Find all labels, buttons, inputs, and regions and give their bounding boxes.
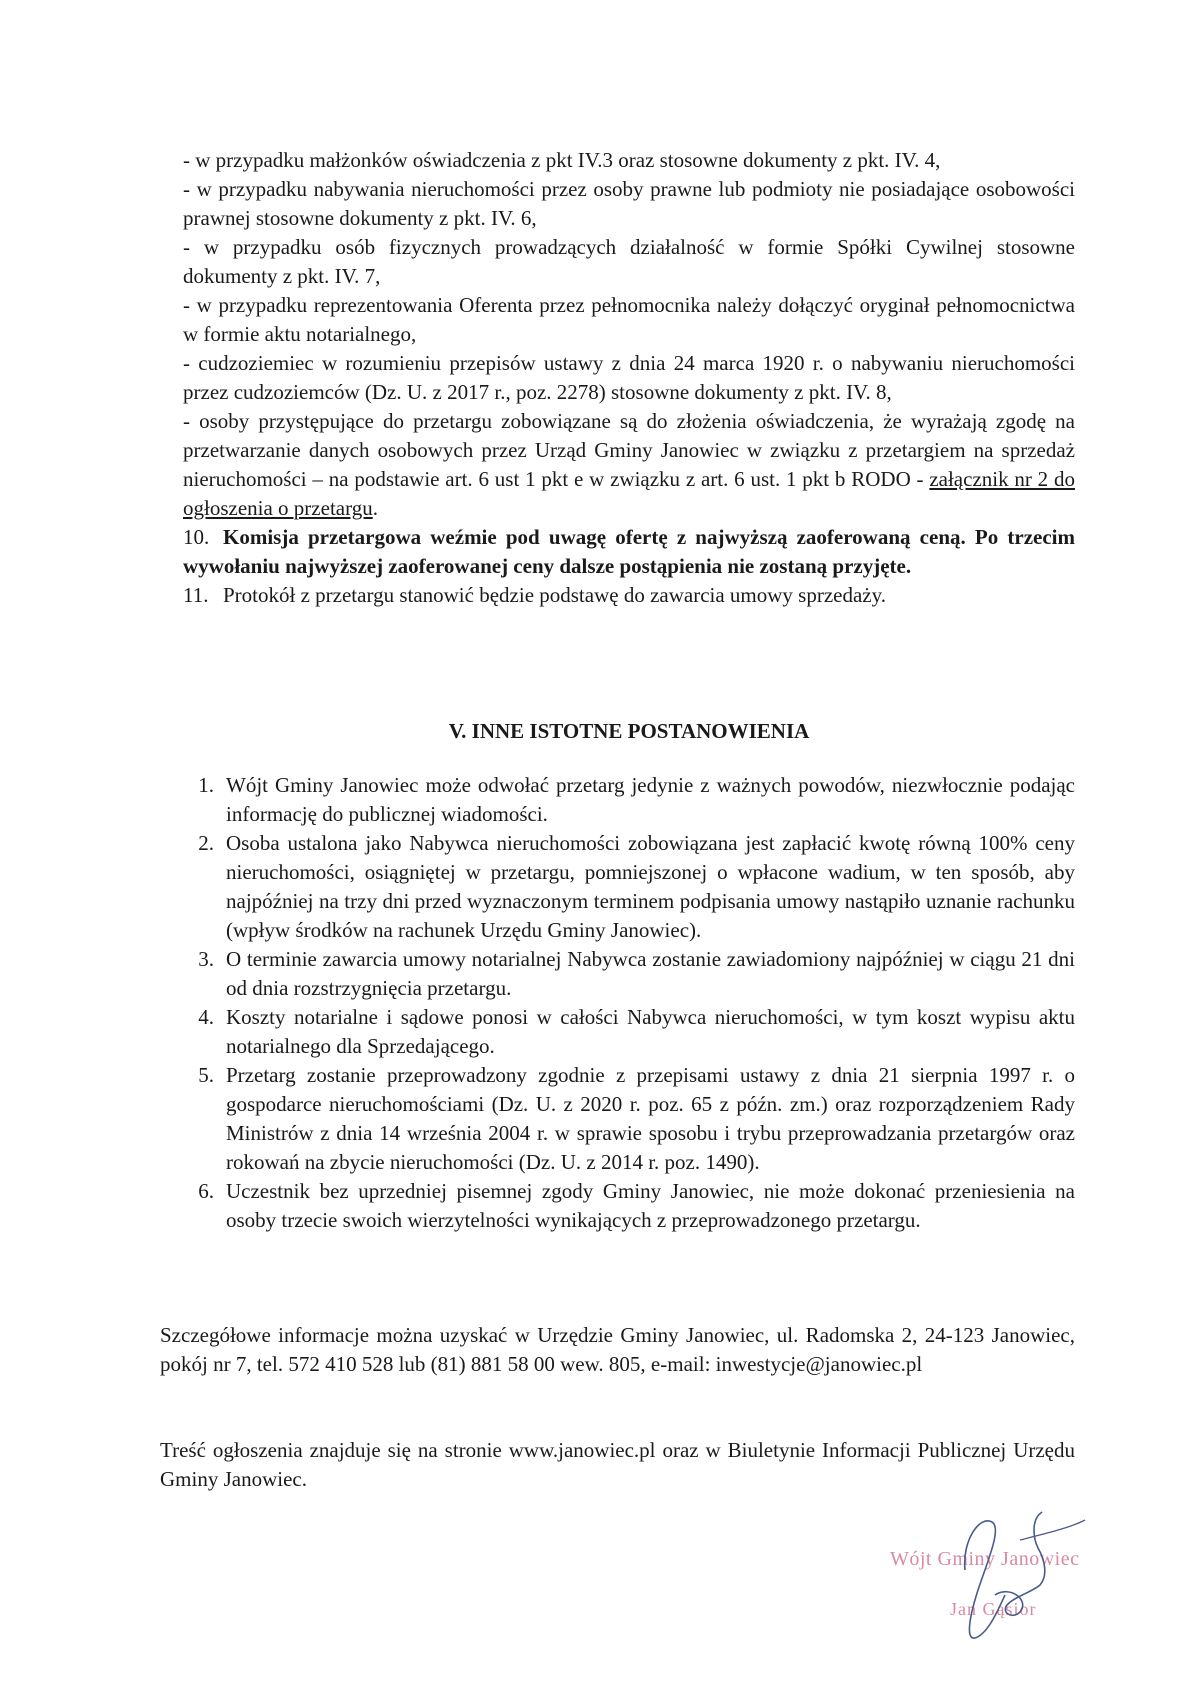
rodo-end: . [372, 496, 378, 520]
contact-text: Szczegółowe informacje można uzyskać w Urzędzie Gminy Janowiec, ul. Radomska 2, 24-123 Janowiec, pokój nr 7, tel. 572 410 528 lub (81) 881 58 00 wew. 805, e-mail: inwestycje@janowiec.pl [160, 1323, 1075, 1376]
paragraph-proxy: - w przypadku reprezentowania Oferenta przez pełnomocnika należy dołączyć oryginał pełnomocnictwa w formie aktu notarialnego, [183, 293, 1075, 346]
list-item-number: 1. [198, 773, 214, 797]
item-10-number: 10. [183, 525, 210, 549]
paragraph-spouses: - w przypadku małżonków oświadczenia z pkt IV.3 oraz stosowne dokumenty z pkt. IV. 4, [183, 148, 941, 172]
list-item-number: 4. [198, 1005, 214, 1029]
paragraph-legal-entities: - w przypadku nabywania nieruchomości przez osoby prawne lub podmioty nie posiadające osobowości prawnej stosowne dokumenty z pkt. IV. 6, [183, 177, 1075, 230]
list-item-number: 6. [198, 1179, 214, 1203]
list-item-text: O terminie zawarcia umowy notarialnej Nabywca zostanie zawiadomiony najpóźniej w ciągu 21 dni od dnia rozstrzygnięcia przetargu. [226, 947, 1075, 1000]
rodo-text: - osoby przystępujące do przetargu zobowiązane są do złożenia oświadczenia, że wyrażają zgodę na przetwarzanie danych osobowych przez Urząd Gminy Janowiec w związku z przetargiem na sprzedaż nieruchomości – na podstawie art. 6 ust 1 pkt e w związku z art. 6 ust. 1 pkt b RODO - [183, 409, 1075, 491]
section-v-heading: V. INNE ISTOTNE POSTANOWIENIA [448, 719, 810, 743]
list-item [183, 945, 1075, 1003]
list-item-number: 3. [198, 947, 214, 971]
publication-text: Treść ogłoszenia znajduje się na stronie www.janowiec.pl oraz w Biuletynie Informacji Publicznej Urzędu Gminy Janowiec. [160, 1438, 1075, 1491]
paragraph-civil-partnership: - w przypadku osób fizycznych prowadzących działalność w formie Spółki Cywilnej stosowne dokumenty z pkt. IV. 7, [183, 235, 1075, 288]
item-11-text: Protokół z przetargu stanowić będzie podstawę do zawarcia umowy sprzedaży. [223, 583, 887, 607]
list-item [183, 1003, 1075, 1061]
section-v-list [183, 771, 1075, 1235]
attachment-reference: załącznik nr 2 do ogłoszenia o przetargu [183, 467, 1075, 520]
list-item-text: Uczestnik bez uprzedniej pisemnej zgody Gminy Janowiec, nie może dokonać przeniesienia na osoby trzecie swoich wierzytelności wynikających z przeprowadzonego przetargu. [226, 1179, 1075, 1232]
list-item [183, 829, 1075, 945]
stamp-line-name: Jan Gąsior [950, 1599, 1037, 1619]
official-stamp-signature [870, 1500, 1120, 1660]
paragraph-foreigner: - cudzoziemiec w rozumieniu przepisów ustawy z dnia 24 marca 1920 r. o nabywaniu nieruchomości przez cudzoziemców (Dz. U. z 2017 r., poz. 2278) stosowne dokumenty z pkt. IV. 8, [183, 351, 1075, 404]
list-item-text: Wójt Gminy Janowiec może odwołać przetarg jedynie z ważnych powodów, niezwłocznie podając informację do publicznej wiadomości. [226, 773, 1075, 826]
section-iv-continuation [183, 146, 1075, 610]
stamp-line-title: Wójt Gminy Janowiec [890, 1548, 1080, 1570]
list-item-number: 5. [198, 1063, 214, 1087]
list-item [183, 1061, 1075, 1177]
item-11 [183, 581, 1075, 610]
list-item [183, 1177, 1075, 1235]
list-item-text: Osoba ustalona jako Nabywca nieruchomości zobowiązana jest zapłacić kwotę równą 100% ceny nieruchomości, osiągniętej w przetargu, pomniejszonej o wpłacone wadium, w ten sposób, aby najpóźniej na trzy dni przed wyznaczonym terminem podpisania umowy nastąpiło uznanie rachunku (wpływ środków na rachunek Urzędu Gminy Janowiec). [226, 831, 1075, 942]
paragraph-rodo [183, 407, 1075, 523]
item-10 [183, 523, 1075, 581]
list-item [183, 771, 1075, 829]
handwritten-signature-icon [870, 1500, 1120, 1660]
item-10-text: Komisja przetargowa weźmie pod uwagę ofertę z najwyższą zaoferowaną ceną. Po trzecim wywołaniu najwyższej zaoferowanej ceny dalsze postąpienia nie zostaną przyjęte. [183, 525, 1075, 578]
contact-information [160, 1321, 1075, 1379]
publication-information [160, 1436, 1075, 1494]
list-item-text: Przetarg zostanie przeprowadzony zgodnie z przepisami ustawy z dnia 21 sierpnia 1997 r. o gospodarce nieruchomościami (Dz. U. z 2020 r. poz. 65 z późn. zm.) oraz rozporządzeniem Rady Ministrów z dnia 14 września 2004 r. w sprawie sposobu i trybu przeprowadzania przetargów oraz rokowań na zbycie nieruchomości (Dz. U. z 2014 r. poz. 1490). [226, 1063, 1075, 1174]
list-item-text: Koszty notarialne i sądowe ponosi w całości Nabywca nieruchomości, w tym koszt wypisu aktu notarialnego dla Sprzedającego. [226, 1005, 1075, 1058]
list-item-number: 2. [198, 831, 214, 855]
item-11-number: 11. [183, 583, 209, 607]
